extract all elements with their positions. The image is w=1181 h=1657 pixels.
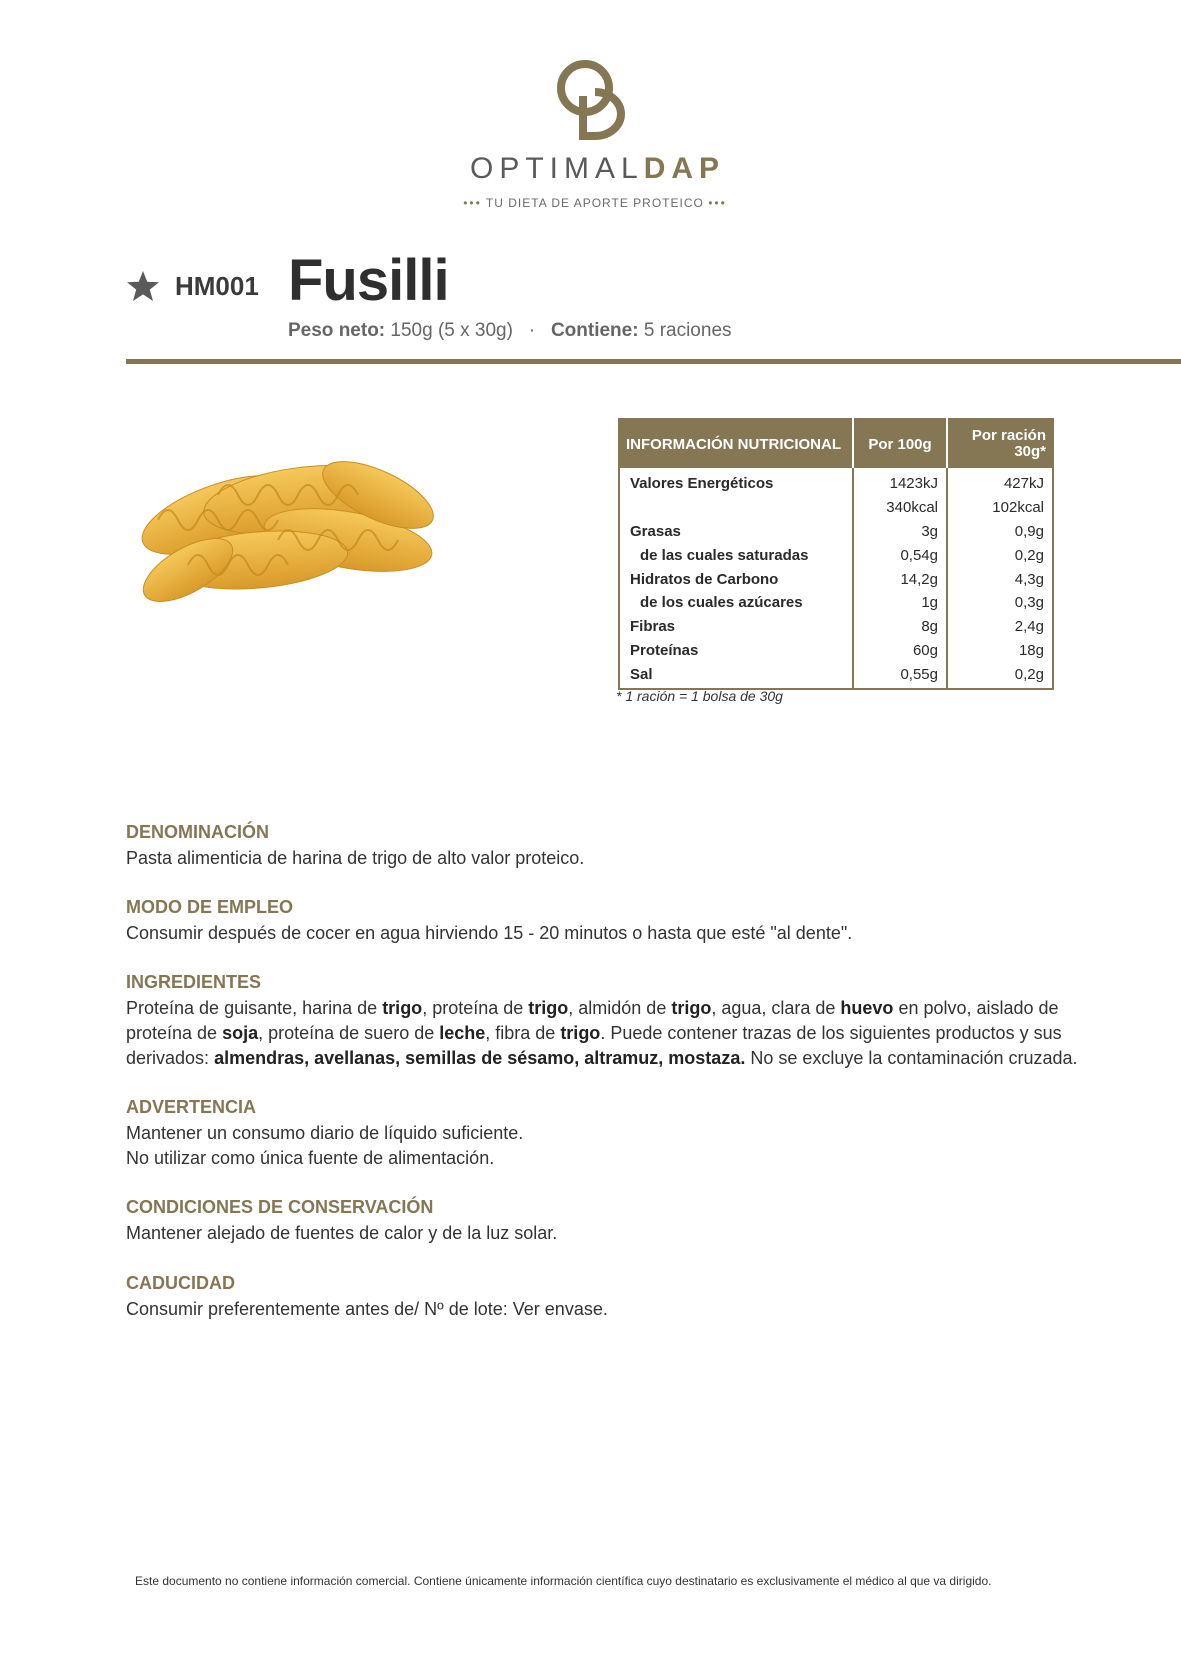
table-row	[619, 567, 1053, 591]
brand-tagline	[420, 196, 770, 210]
ingredients-segment: , proteína de suero de	[258, 1023, 440, 1043]
allergen: soja	[222, 1023, 259, 1043]
nutrient-label: Sal	[619, 662, 853, 689]
section-text	[126, 1121, 1086, 1171]
allergen: trigo	[671, 998, 712, 1018]
nutrient-per100: 340kcal	[853, 496, 947, 520]
net-weight-label: Peso neto:	[288, 320, 386, 341]
footer-disclaimer: Este documento no contiene información comercial. Contiene únicamente información científica cuyo destinatario es exclusivamente el médico al que va dirigido.	[135, 1574, 992, 1588]
table-row	[619, 662, 1053, 689]
nutrient-per100: 3g	[853, 520, 947, 544]
product-code: HM001	[175, 271, 259, 301]
nutrient-label: Proteínas	[619, 639, 853, 663]
section-caducidad	[126, 1273, 1086, 1322]
table-footnote: * 1 ración = 1 bolsa de 30g	[616, 688, 783, 704]
section-advertencia	[126, 1097, 1086, 1171]
nutrient-per100: 60g	[853, 639, 947, 663]
table-row	[619, 496, 1053, 520]
section-text: Consumir preferentemente antes de/ Nº de lote: Ver envase.	[126, 1299, 608, 1319]
product-title: Fusilli	[288, 248, 449, 313]
nutrient-label	[619, 496, 853, 520]
nutrient-per100: 1423kJ	[853, 468, 947, 496]
nutrient-perserving: 2,4g	[1014, 618, 1044, 636]
ingredients-segment: , proteína de	[422, 998, 529, 1018]
section-text: Mantener alejado de fuentes de calor y de la luz solar.	[126, 1223, 558, 1243]
brand-name-part1: OPTIMAL	[470, 152, 644, 185]
section-title: CONDICIONES DE CONSERVACIÓN	[126, 1197, 434, 1217]
pasta-image	[128, 420, 448, 610]
net-weight-value: 150g (5 x 30g)	[390, 320, 513, 341]
section-text: Consumir después de cocer en agua hirviendo 15 - 20 minutos o hasta que esté "al dente".	[126, 923, 853, 943]
ingredients-segment: en polvo, aislado de proteína de	[126, 998, 1059, 1043]
nutrition-header-perserving-line1: Por ración	[971, 427, 1046, 444]
nutrition-header-perserving	[947, 419, 1053, 468]
contains-value: 5 raciones	[643, 320, 732, 341]
nutrient-per100: 1g	[853, 591, 947, 615]
allergen: leche	[439, 1023, 486, 1043]
section-title: DENOMINACIÓN	[126, 822, 269, 842]
ingredients-segment: , agua, clara de	[711, 998, 841, 1018]
ingredients-segment: Proteína de guisante, harina de	[126, 998, 383, 1018]
brand-name-part2: DAP	[643, 152, 726, 185]
section-modo-empleo	[126, 897, 1086, 946]
allergen: trigo	[560, 1023, 601, 1043]
ingredients-segment: , almidón de	[568, 998, 672, 1018]
meta-separator: ·	[528, 320, 536, 341]
nutrition-header-perserving-line2: 30g*	[1014, 443, 1046, 460]
nutrient-perserving: 0,3g	[1014, 594, 1044, 612]
nutrient-perserving: 4,3g	[1014, 570, 1044, 588]
section-title: ADVERTENCIA	[126, 1097, 257, 1117]
nutrition-header-per100: Por 100g	[853, 419, 947, 468]
nutrient-per100: 0,54g	[853, 543, 947, 567]
table-row	[619, 591, 1053, 615]
warning-line-1: Mantener un consumo diario de líquido suficiente.	[126, 1123, 524, 1143]
tagline-dots-left: •••	[463, 196, 482, 210]
section-title: MODO DE EMPLEO	[126, 897, 294, 917]
ingredients-segment: . Puede contener trazas de los siguientes productos y sus derivados:	[126, 1023, 1062, 1068]
nutrient-perserving: 0,9g	[1014, 522, 1044, 540]
nutrient-label: Fibras	[619, 615, 853, 639]
table-row	[619, 639, 1053, 663]
brand-name	[470, 152, 726, 186]
table-row	[619, 468, 1053, 496]
table-row	[619, 615, 1053, 639]
nutrition-header-row	[619, 419, 1053, 468]
section-title: INGREDIENTES	[126, 972, 262, 992]
allergen-traces: almendras, avellanas, semillas de sésamo, altramuz, mostaza.	[214, 1048, 746, 1068]
tagline-dots-right: •••	[708, 196, 727, 210]
ingredients-text	[126, 996, 1086, 1071]
nutrient-perserving: 18g	[1018, 641, 1044, 659]
section-text: Pasta alimenticia de harina de trigo de alto valor proteico.	[126, 848, 585, 868]
section-title: CADUCIDAD	[126, 1273, 235, 1293]
nutrient-label: de las cuales saturadas	[619, 543, 853, 567]
nutrient-label: Grasas	[619, 520, 853, 544]
nutrient-per100: 8g	[853, 615, 947, 639]
nutrient-perserving: 102kcal	[992, 499, 1044, 517]
section-denominacion	[126, 822, 1086, 871]
table-row	[619, 543, 1053, 567]
nutrient-perserving: 0,2g	[1014, 665, 1044, 683]
nutrient-label: Valores Energéticos	[619, 468, 853, 496]
brand-logo-icon	[553, 58, 629, 140]
tagline-text: TU DIETA DE APORTE PROTEICO	[485, 196, 704, 210]
table-row	[619, 520, 1053, 544]
section-conservacion	[126, 1197, 1086, 1246]
warning-line-2: No utilizar como única fuente de alimentación.	[126, 1148, 495, 1168]
ingredients-segment: , fibra de	[485, 1023, 561, 1043]
nutrient-per100: 14,2g	[853, 567, 947, 591]
ingredients-segment: No se excluye la contaminación cruzada.	[745, 1048, 1078, 1068]
section-ingredientes	[126, 972, 1086, 1071]
nutrient-perserving: 427kJ	[1003, 475, 1044, 493]
allergen: huevo	[840, 998, 894, 1018]
contains-label: Contiene:	[550, 320, 639, 341]
nutrient-label: de los cuales azúcares	[619, 591, 853, 615]
star-icon	[126, 270, 160, 302]
header-divider	[126, 359, 1181, 364]
allergen: trigo	[382, 998, 423, 1018]
nutrition-header-info: INFORMACIÓN NUTRICIONAL	[619, 419, 853, 468]
nutrition-table	[618, 418, 1054, 690]
allergen: trigo	[528, 998, 569, 1018]
nutrient-per100: 0,55g	[853, 662, 947, 689]
nutrient-perserving: 0,2g	[1014, 546, 1044, 564]
nutrient-label: Hidratos de Carbono	[619, 567, 853, 591]
product-meta	[288, 320, 732, 342]
